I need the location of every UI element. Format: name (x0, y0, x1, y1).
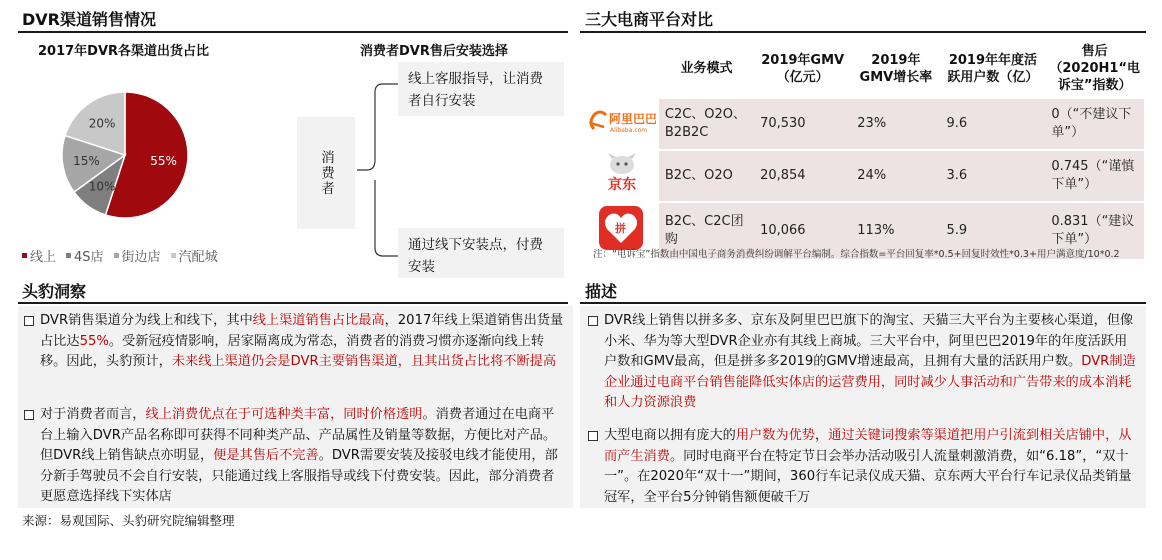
pie-slice-4s-label: 10% (88, 179, 116, 194)
bullet-square-icon (24, 316, 34, 326)
cell-users: 9.6 (940, 98, 1045, 150)
pie-legend (22, 246, 218, 265)
legend-item-4s: 4S店 (66, 246, 104, 265)
pie-slice-auto-parts-label: 20% (88, 116, 116, 131)
cell-gmv: 20,854 (754, 150, 851, 202)
platform-table (583, 40, 1144, 259)
description-bullet-2: 大型电商以拥有庞大的用户数为优势，通过关键词搜索等渠道把用户引流到相关店铺中，从而产生消费。同时电商平台在特定节日会举办活动吸引人流量刺激消费，如“6.18”，“双十一”。在2020年“双十一”期间，360行车记录仪成天猫、京东两大平台行车记录仪品类销量冠军，全平台5分钟销售额便破千万 (588, 426, 1138, 508)
cell-model: C2C、O2O、B2B2C (659, 98, 754, 150)
cell-after-sales: 0.831（“建议下单”） (1045, 202, 1144, 259)
pie-slice-street-label: 15% (73, 154, 100, 169)
cell-growth: 113% (851, 202, 940, 259)
section-title-description: 描述 (585, 282, 618, 301)
svg-text:阿里巴巴: 阿里巴巴 (608, 112, 656, 126)
section-divider-right (580, 31, 1146, 33)
bullet-square-icon (24, 410, 34, 420)
flow-option-online: 线上客服指导，让消费者自行安装 (398, 62, 564, 116)
section-divider-description (580, 302, 1146, 304)
header-users: 2019年年度活跃用户数（亿） (947, 52, 1039, 85)
pie-chart (60, 90, 190, 220)
source-note: 来源：易观国际、头豹研究院编辑整理 (22, 513, 235, 528)
jd-logo (583, 150, 659, 202)
consumer-box: 消费者 (297, 117, 355, 229)
legend-item-auto-parts: 汽配城 (171, 246, 218, 265)
alibaba-logo-icon (586, 101, 656, 141)
section-divider-insight (18, 302, 568, 304)
bullet-square-icon (588, 431, 598, 441)
svg-text:Alibaba.com: Alibaba.com (609, 127, 648, 134)
svg-text:拼: 拼 (614, 222, 626, 235)
svg-text:京东: 京东 (607, 177, 636, 193)
table-row (583, 98, 1144, 150)
cell-users: 5.9 (940, 202, 1045, 259)
cell-model: B2C、C2C团购 (659, 202, 754, 259)
section-title-insight: 头豹洞察 (22, 282, 87, 301)
table-header-row (583, 40, 1144, 98)
cell-growth: 24% (851, 150, 940, 202)
flow-option-offline: 通过线下安装点，付费安装 (398, 228, 564, 278)
header-after-sales: 售后（2020H1“电诉宝”指数） (1049, 44, 1141, 93)
bullet-square-icon (588, 316, 598, 326)
chart-title: 2017年DVR各渠道出货占比 (38, 44, 210, 59)
pie-chart-svg (60, 90, 190, 220)
cell-model: B2C、O2O (659, 150, 754, 202)
alibaba-logo (583, 98, 659, 150)
pie-slice-online-label: 55% (150, 154, 177, 169)
pinduoduo-logo-icon (596, 203, 646, 253)
flow-title: 消费者DVR售后安装选择 (360, 44, 508, 59)
cell-after-sales: 0（“不建议下单”） (1045, 98, 1144, 150)
cell-gmv: 10,066 (754, 202, 851, 259)
legend-item-street: 街边店 (114, 246, 161, 265)
cell-gmv: 70,530 (754, 98, 851, 150)
header-gmv: 2019年GMV（亿元） (761, 52, 845, 85)
description-bullet-1: DVR线上销售以拼多多、京东及阿里巴巴旗下的淘宝、天猫三大平台为主要核心渠道，但像小米、华为等大型DVR企业亦有其线上商城。三大平台中，阿里巴巴2019年的年度活跃用户数和GMV最高，但是拼多多2019的GMV增速最高，且拥有大量的活跃用户数。DVR制造企业通过电商平台销售能降低实体店的运营费用，同时减少人事活动和广告带来的成本消耗和人力资源浪费 (588, 311, 1138, 414)
section-divider-left (18, 31, 568, 33)
insight-bullet-2: 对于消费者而言，线上消费优点在于可选种类丰富，同时价格透明。消费者通过在电商平台上输入DVR产品名称即可获得不同种类产品、产品属性及销量等数据，方便比对产品。但DVR线上销售缺点亦明显，便是其售后不完善。DVR需要安装及接驳电线才能使用，部分新手驾驶员不会自行安装，只能通过线上客服指导或线下付费安装。因此，部分消费者更愿意选择线下实体店 (24, 405, 564, 508)
cell-after-sales: 0.745（“谨慎下单”） (1045, 150, 1144, 202)
insight-bullet-1: DVR销售渠道分为线上和线下，其中线上渠道销售占比最高，2017年线上渠道销售出货量占比达55%。受新冠疫情影响，居家隔离成为常态，消费者的消费习惯亦逐渐向线上转移。因此，头豹预计，未来线上渠道仍会是DVR主要销售渠道，且其出货占比将不断提高 (24, 311, 564, 373)
cell-users: 3.6 (940, 150, 1045, 202)
header-model: 业务模式 (680, 61, 733, 76)
section-title-platforms: 三大电商平台对比 (585, 10, 714, 29)
header-logo (583, 40, 659, 98)
legend-item-online: 线上 (22, 246, 56, 265)
section-title-dvr-channel: DVR渠道销售情况 (22, 10, 156, 29)
flow-bracket (355, 80, 400, 260)
cell-growth: 23% (851, 98, 940, 150)
table-row (583, 150, 1144, 202)
jd-dog-logo-icon (586, 151, 656, 195)
table-note: 注：“电诉宝”指数由中国电子商务消费纠纷调解平台编制。综合指数=平台回复率*0.5+回复时效性*0.3+用户满意度/10*0.2 (593, 249, 1120, 260)
header-growth: 2019年GMV增长率 (859, 52, 933, 85)
